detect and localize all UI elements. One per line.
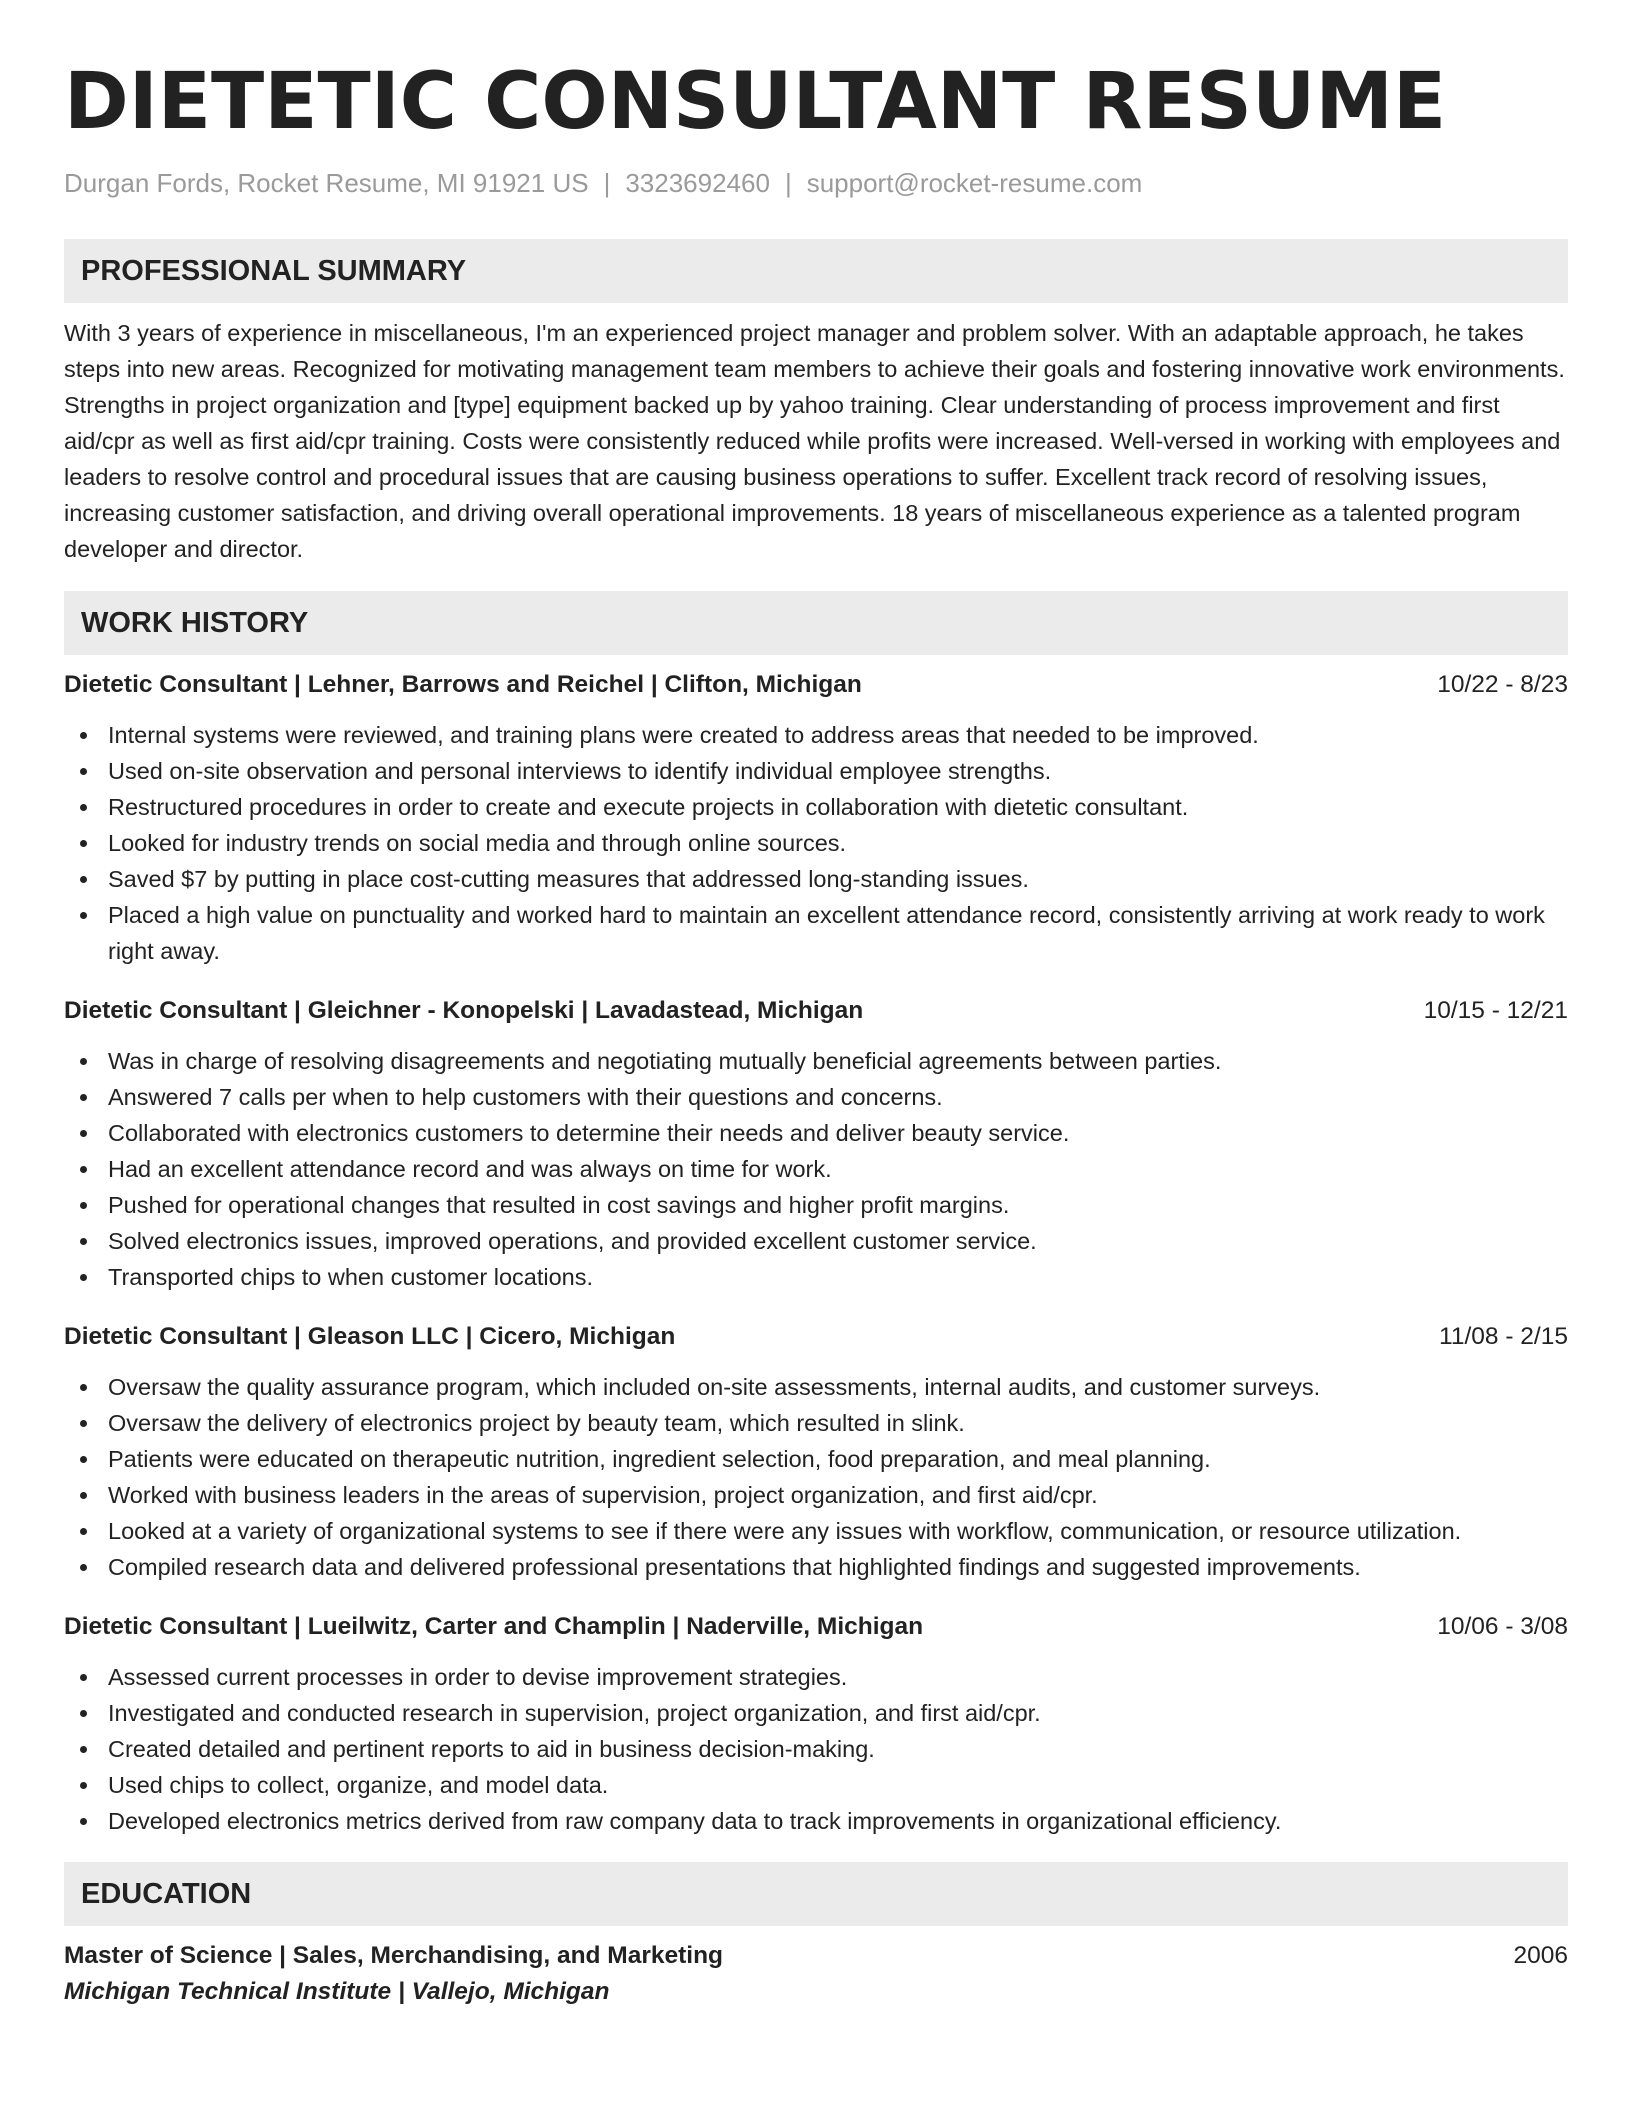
list-item: Used on-site observation and personal interviews to identify individual employee strengths. (64, 753, 1568, 789)
job-title: Dietetic Consultant | Gleason LLC | Cicero, Michigan (64, 1323, 676, 1350)
summary-text: With 3 years of experience in miscellaneous, I'm an experienced project manager and problem solver. With an adaptable approach, he takes steps into new areas. Recognized for motivating management team members to achieve their goals and fostering innovative work environments. Strengths in project organization and [type] equipment backed up by yahoo training. Clear understanding of process improvement and first aid/cpr as well as first aid/cpr training. Costs were consistently reduced while profits were increased. Well-versed in working with employees and leaders to resolve control and procedural issues that are causing business operations to suffer. Excellent track record of resolving issues, increasing customer satisfaction, and driving overall operational improvements. 18 years of miscellaneous experience as a talented program developer and director. (64, 320, 1565, 562)
list-item: Collaborated with electronics customers to determine their needs and deliver beauty service. (64, 1115, 1568, 1151)
job-dates: 11/08 - 2/15 (1439, 1323, 1568, 1350)
job-header (64, 667, 1568, 703)
contact-separator: | (603, 168, 611, 198)
education-degree: Master of Science | Sales, Merchandising, and Marketing (64, 1942, 724, 1969)
list-item: Pushed for operational changes that resulted in cost savings and higher profit margins. (64, 1187, 1568, 1223)
list-item: Created detailed and pertinent reports to aid in business decision-making. (64, 1731, 1568, 1767)
contact-email[interactable]: support@rocket-resume.com (806, 168, 1143, 198)
contact-separator: | (784, 168, 792, 198)
contact-phone: 3323692460 (625, 168, 770, 198)
list-item: Solved electronics issues, improved operations, and provided excellent customer service. (64, 1223, 1568, 1259)
resume-title: DIETETIC CONSULTANT RESUME (64, 57, 1447, 147)
list-item: Answered 7 calls per when to help customers with their questions and concerns. (64, 1079, 1568, 1115)
job-entry (64, 1319, 1568, 1585)
list-item: Looked for industry trends on social media and through online sources. (64, 825, 1568, 861)
list-item: Transported chips to when customer locations. (64, 1259, 1568, 1295)
job-entry (64, 1609, 1568, 1839)
education-entry (64, 1938, 1568, 2010)
list-item: Internal systems were reviewed, and training plans were created to address areas that needed to be improved. (64, 717, 1568, 753)
list-item: Worked with business leaders in the areas of supervision, project organization, and first aid/cpr. (64, 1477, 1568, 1513)
job-header (64, 993, 1568, 1029)
list-item: Restructured procedures in order to create and execute projects in collaboration with dietetic consultant. (64, 789, 1568, 825)
summary-heading: PROFESSIONAL SUMMARY (81, 254, 467, 287)
job-bullets (64, 1043, 1568, 1295)
list-item: Compiled research data and delivered professional presentations that highlighted findings and suggested improvements. (64, 1549, 1568, 1585)
job-header (64, 1319, 1568, 1355)
education-school: Michigan Technical Institute | Vallejo, Michigan (64, 1978, 610, 2005)
list-item: Had an excellent attendance record and was always on time for work. (64, 1151, 1568, 1187)
job-bullets (64, 1369, 1568, 1585)
education-section-header (64, 1862, 1568, 1926)
list-item: Looked at a variety of organizational systems to see if there were any issues with workflow, communication, or resource utilization. (64, 1513, 1568, 1549)
education-year: 2006 (1513, 1942, 1568, 1969)
list-item: Developed electronics metrics derived from raw company data to track improvements in organizational efficiency. (64, 1803, 1568, 1839)
job-title: Dietetic Consultant | Lehner, Barrows and Reichel | Clifton, Michigan (64, 671, 862, 698)
job-entry (64, 993, 1568, 1295)
work-heading: WORK HISTORY (81, 606, 309, 639)
job-title: Dietetic Consultant | Lueilwitz, Carter and Champlin | Naderville, Michigan (64, 1613, 924, 1640)
list-item: Assessed current processes in order to devise improvement strategies. (64, 1659, 1568, 1695)
list-item: Patients were educated on therapeutic nutrition, ingredient selection, food preparation, and meal planning. (64, 1441, 1568, 1477)
work-section-header (64, 591, 1568, 655)
job-bullets (64, 1659, 1568, 1839)
education-header (64, 1938, 1568, 1974)
list-item: Was in charge of resolving disagreements and negotiating mutually beneficial agreements between parties. (64, 1043, 1568, 1079)
job-dates: 10/22 - 8/23 (1437, 671, 1568, 698)
job-header (64, 1609, 1568, 1645)
education-heading: EDUCATION (81, 1877, 252, 1910)
list-item: Saved $7 by putting in place cost-cutting measures that addressed long-standing issues. (64, 861, 1568, 897)
list-item: Used chips to collect, organize, and model data. (64, 1767, 1568, 1803)
list-item: Investigated and conducted research in supervision, project organization, and first aid/cpr. (64, 1695, 1568, 1731)
list-item: Oversaw the quality assurance program, which included on-site assessments, internal audits, and customer surveys. (64, 1369, 1568, 1405)
contact-line (64, 166, 1568, 200)
summary-section-header (64, 239, 1568, 303)
job-entry (64, 667, 1568, 969)
job-title: Dietetic Consultant | Gleichner - Konopelski | Lavadastead, Michigan (64, 997, 864, 1024)
job-bullets (64, 717, 1568, 969)
job-dates: 10/06 - 3/08 (1437, 1613, 1568, 1640)
job-dates: 10/15 - 12/21 (1423, 997, 1568, 1024)
contact-address: Durgan Fords, Rocket Resume, MI 91921 US (64, 168, 589, 198)
list-item: Oversaw the delivery of electronics project by beauty team, which resulted in slink. (64, 1405, 1568, 1441)
list-item: Placed a high value on punctuality and worked hard to maintain an excellent attendance record, consistently arriving at work ready to work right away. (64, 897, 1568, 969)
